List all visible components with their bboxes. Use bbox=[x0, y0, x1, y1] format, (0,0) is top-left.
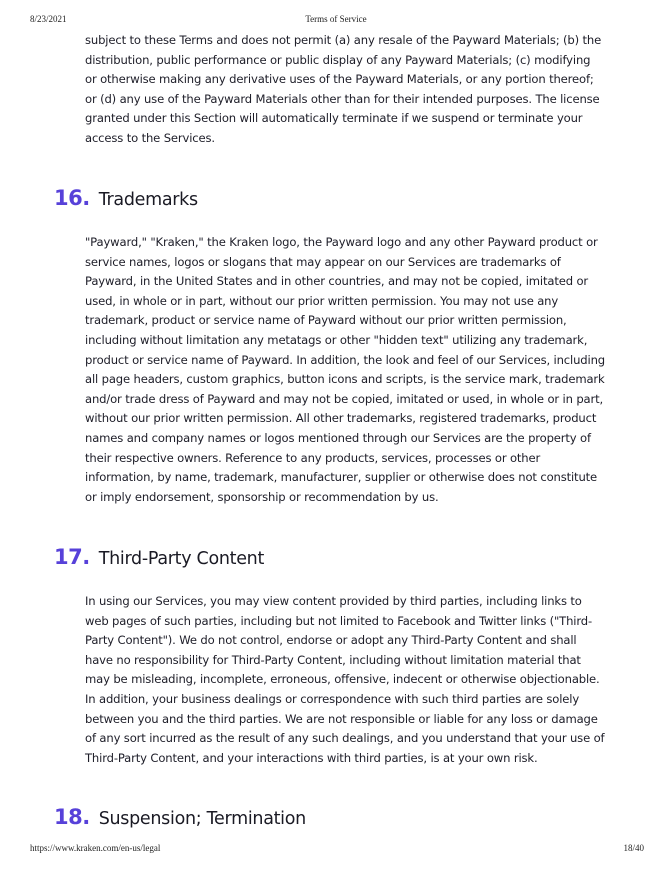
print-header bbox=[0, 14, 672, 26]
intro-paragraph: subject to these Terms and does not permit (a) any resale of the Payward Materials; (b) the distribution, public performance or public display of any Payward Materials; (c) modifying or otherwise making any derivative uses of the Payward Materials, or any portion thereof; or (d) any use of the Payward Materials other than for their intended purposes. The license granted under this Section will automatically terminate if we suspend or terminate your access to the Services. bbox=[85, 33, 602, 145]
print-date: 8/23/2021 bbox=[30, 14, 67, 24]
section-title: Trademarks bbox=[98, 190, 198, 210]
section-title: Suspension; Termination bbox=[98, 809, 306, 829]
section-heading-suspension-termination bbox=[54, 805, 306, 837]
print-page-title: Terms of Service bbox=[305, 14, 367, 24]
section-body-third-party-content: In using our Services, you may view content provided by third parties, including links to web pages of such parties, including but not limited to Facebook and Twitter links ("Third-Party Content"). We do not control, endorse or adopt any Third-Party Content and shall have no responsibility for Third-Party Content, including without limitation material that may be misleading, incomplete, erroneous, offensive, indecent or otherwise objectionable. In addition, your business dealings or correspondence with such third parties are solely between you and the third parties. We are not responsible or liable for any loss or damage of any sort incurred as the result of any such dealings, and you understand that your use of Third-Party Content, and your interactions with third parties, is at your own risk. bbox=[85, 594, 605, 765]
print-url: https://www.kraken.com/en-us/legal bbox=[30, 843, 161, 853]
section-body-trademarks: "Payward," "Kraken," the Kraken logo, the Payward logo and any other Payward product or service names, logos or slogans that may appear on our Services are trademarks of Payward, in the United States and in other countries, and may not be copied, imitated or used, in whole or in part, without our prior written permission. You may not use any trademark, product or service name of Payward without our prior written permission, including without limitation any metatags or other "hidden text" utilizing any trademark, product or service name of Payward. In addition, the look and feel of our Services, including all page headers, custom graphics, button icons and scripts, is the service mark, trademark and/or trade dress of Payward and may not be copied, imitated or used, in whole or in part, without our prior written permission. All other trademarks, registered trademarks, product names and company names or logos mentioned through our Services are the property of their respective owners. Reference to any products, services, processes or other information, by name, trademark, manufacturer, supplier or otherwise does not constitute or imply endorsement, sponsorship or recommendation by us. bbox=[85, 235, 605, 504]
section-heading-third-party-content bbox=[54, 545, 264, 577]
section-number: 16. bbox=[54, 186, 90, 210]
section-number: 18. bbox=[54, 805, 90, 829]
section-heading-trademarks bbox=[54, 186, 198, 218]
print-footer bbox=[0, 843, 672, 855]
section-number: 17. bbox=[54, 545, 90, 569]
section-title: Third-Party Content bbox=[98, 549, 265, 569]
print-page-number: 18/40 bbox=[623, 843, 644, 853]
